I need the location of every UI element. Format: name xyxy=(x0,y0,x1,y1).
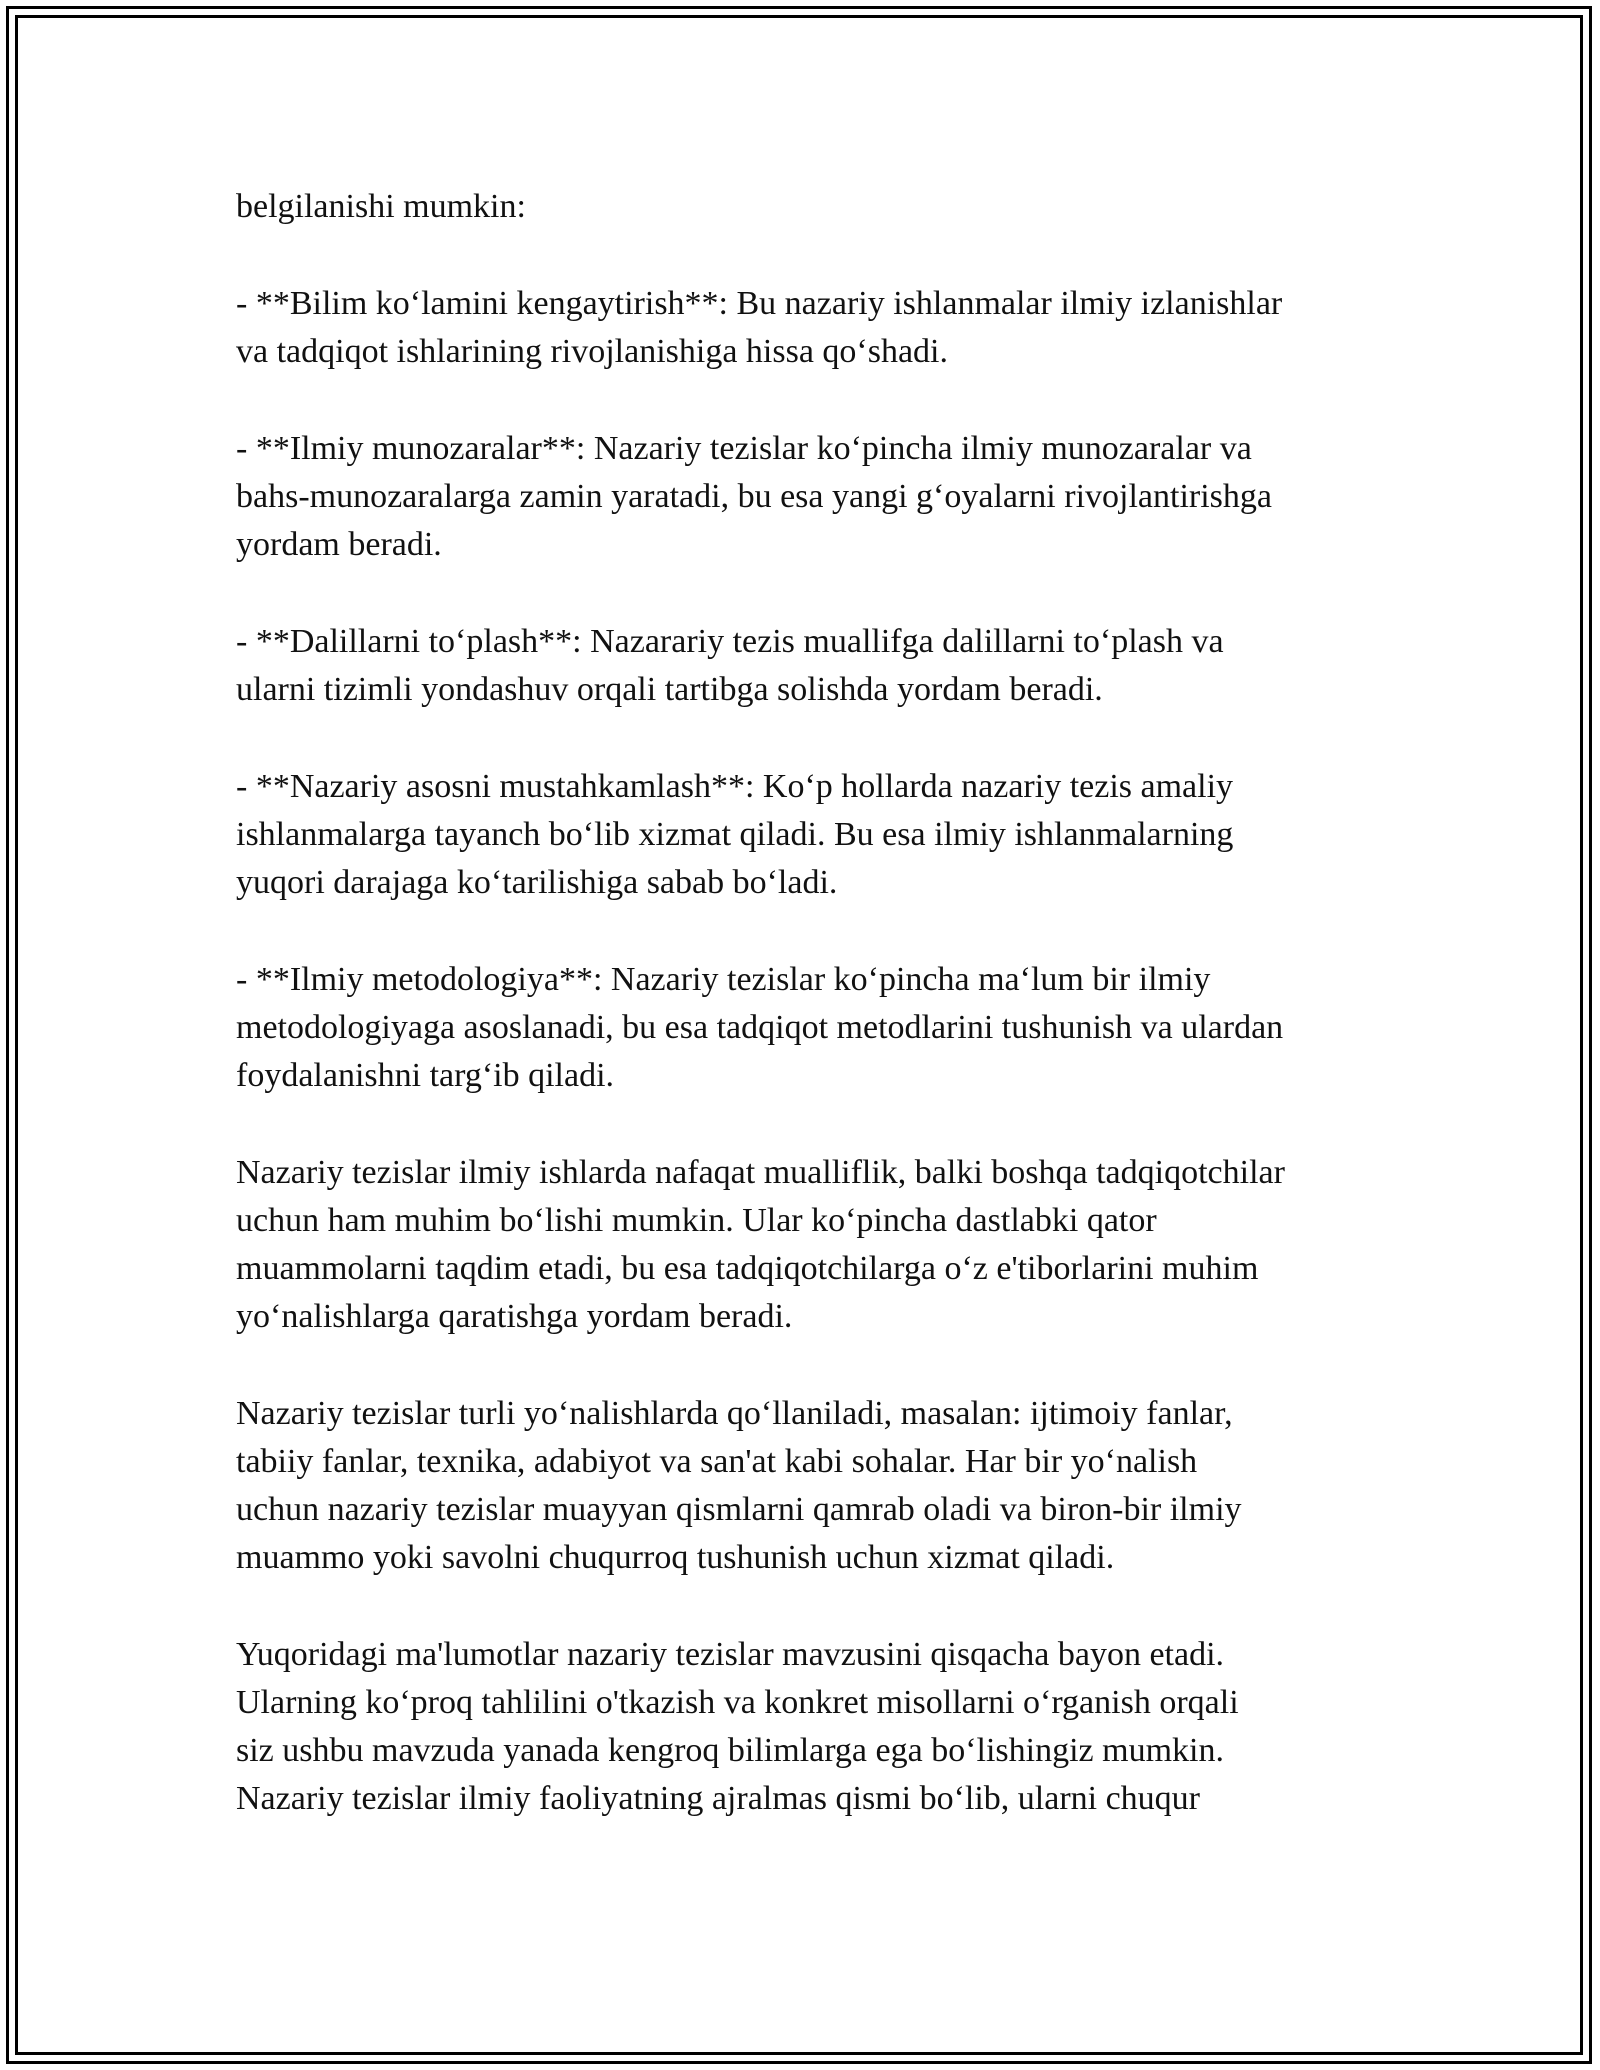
paragraph-gap xyxy=(236,1582,1376,1631)
text-line: belgilanishi mumkin: xyxy=(236,188,526,225)
text-line: ishlanmalarga tayanch bo‘lib xizmat qiladi. Bu esa ilmiy ishlanmalarning xyxy=(236,816,1234,853)
paragraph-gap xyxy=(236,231,1376,280)
paragraph-gap xyxy=(236,1341,1376,1390)
text-line: muammo yoki savolni chuqurroq tushunish uchun xizmat qiladi. xyxy=(236,1539,1115,1576)
text-line: Nazariy tezislar ilmiy faoliyatning ajralmas qismi bo‘lib, ularni chuqur xyxy=(236,1780,1201,1817)
text-line: uchun ham muhim bo‘lishi mumkin. Ular ko‘pincha dastlabki qator xyxy=(236,1202,1157,1239)
paragraph-gap xyxy=(236,376,1376,425)
document-body xyxy=(236,183,1376,1823)
text-line: bahs-munozaralarga zamin yaratadi, bu esa yangi g‘oyalarni rivojlantirishga xyxy=(236,478,1272,515)
text-line: - **Ilmiy munozaralar**: Nazariy tezislar ko‘pincha ilmiy munozaralar va xyxy=(236,430,1252,467)
text-line: muammolarni taqdim etadi, bu esa tadqiqotchilarga o‘z e'tiborlarini muhim xyxy=(236,1250,1259,1287)
text-line: siz ushbu mavzuda yanada kengroq bilimlarga ega bo‘lishingiz mumkin. xyxy=(236,1732,1224,1769)
text-line: Ularning ko‘proq tahlilini o'tkazish va konkret misollarni o‘rganish orqali xyxy=(236,1684,1239,1721)
paragraph-gap xyxy=(236,1100,1376,1149)
text-line: Nazariy tezislar ilmiy ishlarda nafaqat mualliflik, balki boshqa tadqiqotchilar xyxy=(236,1154,1285,1191)
text-line: yuqori darajaga ko‘tarilishiga sabab bo‘ladi. xyxy=(236,864,838,901)
text-line: Yuqoridagi ma'lumotlar nazariy tezislar mavzusini qisqacha bayon etadi. xyxy=(236,1636,1225,1673)
text-line: metodologiyaga asoslanadi, bu esa tadqiqot metodlarini tushunish va ulardan xyxy=(236,1009,1284,1046)
paragraph-gap xyxy=(236,714,1376,763)
text-line: tabiiy fanlar, texnika, adabiyot va san'at kabi sohalar. Har bir yo‘nalish xyxy=(236,1443,1198,1480)
text-line: - **Dalillarni to‘plash**: Nazarariy tezis muallifga dalillarni to‘plash va xyxy=(236,623,1224,660)
text-line: Nazariy tezislar turli yo‘nalishlarda qo‘llaniladi, masalan: ijtimoiy fanlar, xyxy=(236,1395,1233,1432)
text-line: ularni tizimli yondashuv orqali tartibga solishda yordam beradi. xyxy=(236,671,1103,708)
paragraph-gap xyxy=(236,907,1376,956)
text-line: - **Ilmiy metodologiya**: Nazariy tezislar ko‘pincha ma‘lum bir ilmiy xyxy=(236,961,1211,998)
text-line: foydalanishni targ‘ib qiladi. xyxy=(236,1057,615,1094)
text-line: va tadqiqot ishlarining rivojlanishiga hissa qo‘shadi. xyxy=(236,333,949,370)
text-line: uchun nazariy tezislar muayyan qismlarni qamrab oladi va biron-bir ilmiy xyxy=(236,1491,1242,1528)
text-line: - **Nazariy asosni mustahkamlash**: Ko‘p hollarda nazariy tezis amaliy xyxy=(236,768,1234,805)
paragraph-gap xyxy=(236,569,1376,618)
text-line: yordam beradi. xyxy=(236,526,442,563)
text-line: yo‘nalishlarga qaratishga yordam beradi. xyxy=(236,1298,793,1335)
text-line: - **Bilim ko‘lamini kengaytirish**: Bu nazariy ishlanmalar ilmiy izlanishlar xyxy=(236,285,1283,322)
